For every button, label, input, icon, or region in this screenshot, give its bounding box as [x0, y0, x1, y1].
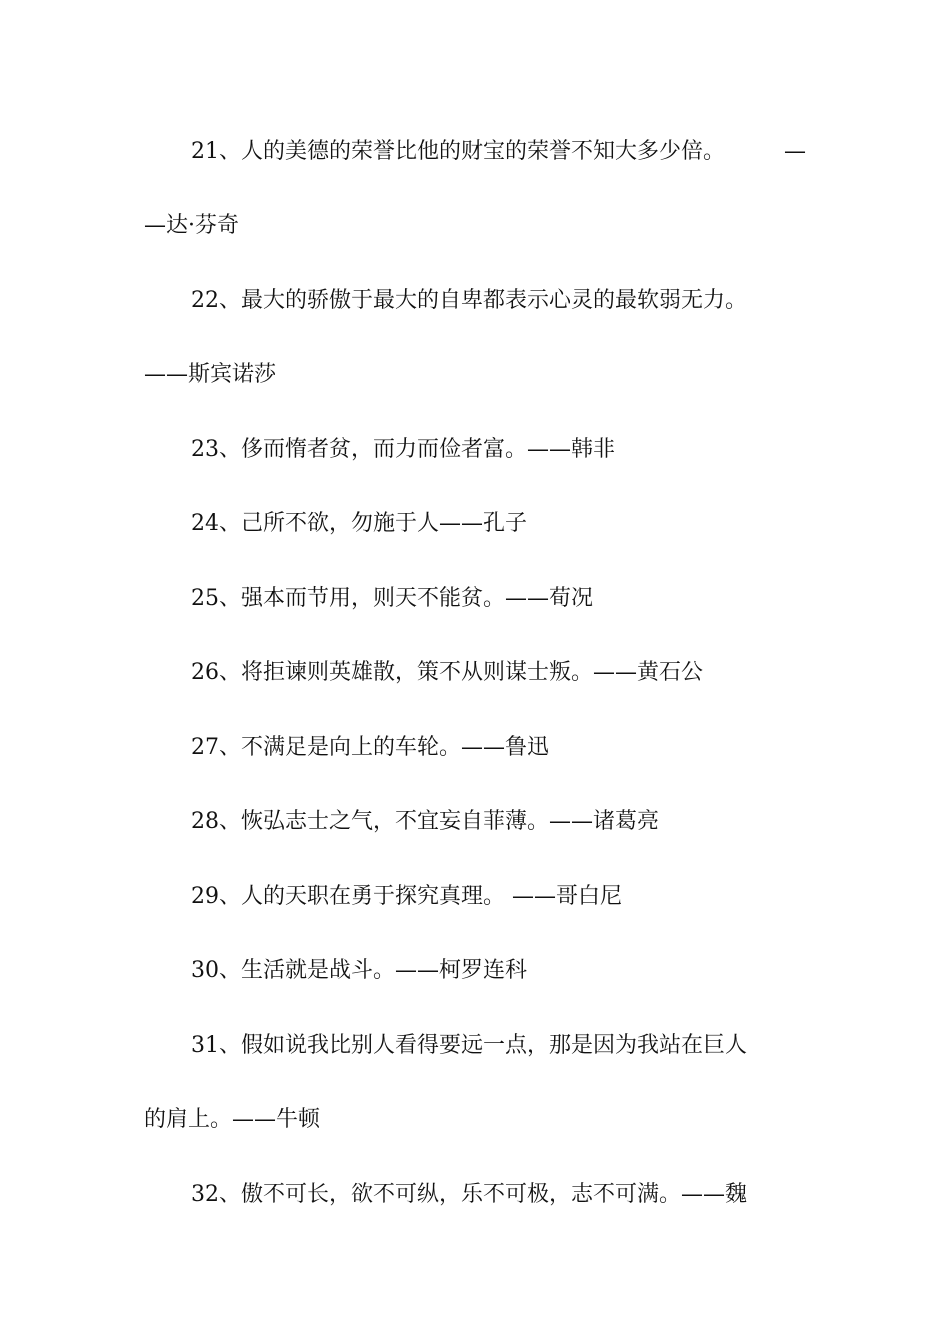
quote-31-line-2: 的肩上。——牛顿	[144, 1107, 321, 1132]
quote-27: 27、不满足是向上的车轮。——鲁迅	[191, 735, 549, 760]
quote-24: 24、己所不欲，勿施于人——孔子	[191, 511, 527, 536]
quote-32-line-1: 32、傲不可长，欲不可纵，乐不可极，志不可满。——魏	[191, 1182, 747, 1207]
quote-30: 30、生活就是战斗。——柯罗连科	[191, 958, 527, 983]
quote-22-line-1: 22、最大的骄傲于最大的自卑都表示心灵的最软弱无力。	[191, 288, 747, 313]
quote-23: 23、侈而惰者贫，而力而俭者富。——韩非	[191, 437, 615, 462]
quote-21-line-1	[191, 137, 806, 167]
quote-21-line-2: —达·芬奇	[144, 213, 239, 238]
quote-31-line-1: 31、假如说我比别人看得要远一点，那是因为我站在巨人	[191, 1033, 747, 1058]
quote-21-text: 21、人的美德的荣誉比他的财宝的荣誉不知大多少倍。	[191, 139, 725, 164]
quote-22-line-2: ——斯宾诺莎	[144, 362, 277, 387]
quote-26: 26、将拒谏则英雄散，策不从则谋士叛。——黄石公	[191, 660, 703, 685]
quote-25: 25、强本而节用，则天不能贫。——荀况	[191, 586, 593, 611]
quote-29: 29、人的天职在勇于探究真理。 ——哥白尼	[191, 884, 622, 909]
quote-21-dash: —	[784, 139, 806, 164]
quote-28: 28、恢弘志士之气，不宜妄自菲薄。——诸葛亮	[191, 809, 659, 834]
